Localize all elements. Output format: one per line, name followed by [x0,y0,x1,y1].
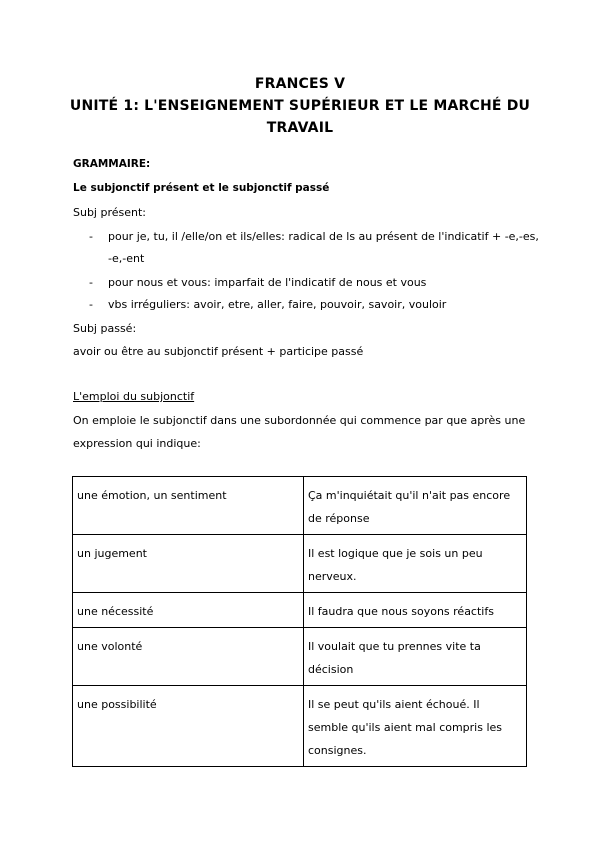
bullet-dash: - [89,276,93,289]
usage-table [72,476,527,767]
table-row [73,593,527,628]
example-cell: Il se peut qu'ils aient échoué. Il semble qu'ils aient mal compris les consignes. [304,686,527,767]
usage-intro-line1: On emploie le subjonctif dans une subordonnée qui commence par que après une [73,414,526,427]
example-cell: Il est logique que je sois un peu nerveux. [304,535,527,593]
bullet-text: pour nous et vous: imparfait de l'indicatif de nous et vous [108,276,427,289]
bullet-dash: - [89,298,93,311]
document-title: FRANCES V [254,76,346,92]
usage-heading: L'emploi du subjonctif [73,390,195,403]
grammar-heading: GRAMMAIRE: [73,158,151,170]
passe-rule: avoir ou être au subjonctif présent + participe passé [73,345,364,358]
example-cell: Ça m'inquiétait qu'il n'ait pas encore de réponse [304,477,527,535]
bullet-dash: - [89,230,93,243]
table-row [73,628,527,686]
bullet-text: vbs irréguliers: avoir, etre, aller, faire, pouvoir, savoir, vouloir [108,298,447,311]
table-row [73,477,527,535]
bullet-text: pour je, tu, il /elle/on et ils/elles: radical de ls au présent de l'indicatif + -e,-es, [108,230,539,243]
passe-label: Subj passé: [73,322,137,335]
grammar-topic: Le subjonctif présent et le subjonctif passé [73,182,330,194]
unit-title-line1: UNITÉ 1: L'ENSEIGNEMENT SUPÉRIEUR ET LE MARCHÉ DU [69,98,531,114]
table-row [73,686,527,767]
usage-intro-line2: expression qui indique: [73,437,201,450]
category-cell: une volonté [73,628,304,686]
table-row [73,535,527,593]
category-cell: une possibilité [73,686,304,767]
category-cell: une nécessité [73,593,304,628]
present-label: Subj présent: [73,206,147,219]
example-cell: Il voulait que tu prennes vite ta décision [304,628,527,686]
category-cell: un jugement [73,535,304,593]
unit-title-line2: TRAVAIL [266,120,334,136]
category-cell: une émotion, un sentiment [73,477,304,535]
example-cell: Il faudra que nous soyons réactifs [304,593,527,628]
bullet-text-continued: -e,-ent [108,252,145,265]
